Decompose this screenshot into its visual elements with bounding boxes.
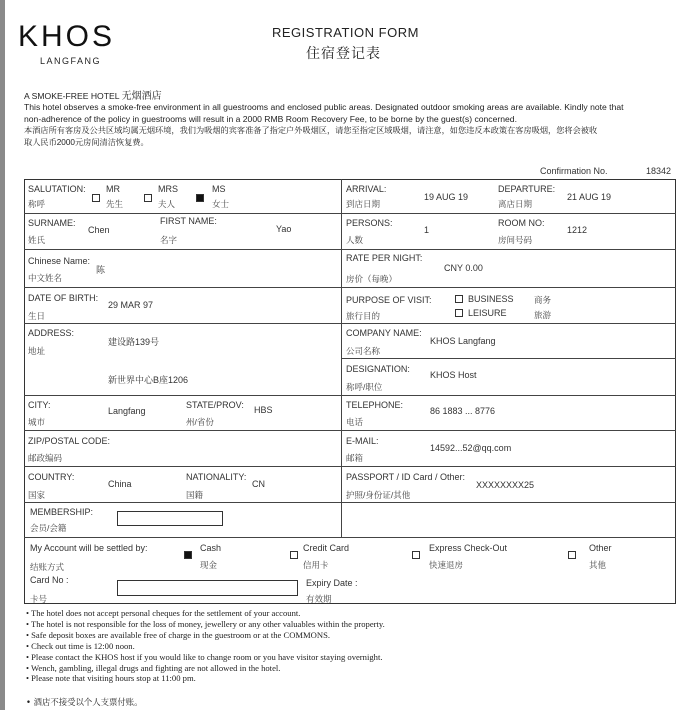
notice-text-2: non-adherence of the policy in guestrooms will result in a 2000 RMB Room Recovery Fee, to be borne by the guest(s) concerned. bbox=[24, 113, 517, 124]
departure-label: DEPARTURE: bbox=[498, 184, 556, 194]
salutation-ms-checkbox[interactable] bbox=[196, 194, 204, 202]
row-divider bbox=[24, 430, 676, 431]
notice-heading-zh: 无烟酒店 bbox=[121, 91, 162, 102]
chinese-name-label-zh: 中文姓名 bbox=[28, 273, 63, 283]
policy-note: • Please contact the KHOS host if you would like to change room or you have visitor staying overnight. bbox=[26, 651, 383, 662]
room-no-value[interactable]: 1212 bbox=[567, 225, 588, 235]
notice-text-1: This hotel observes a smoke-free environment in all guestrooms and enclosed public areas. Designated outdoor smoking areas are available. Kindly note that bbox=[24, 102, 624, 113]
policy-note: • Check out time is 12:00 noon. bbox=[26, 640, 135, 651]
company-label: COMPANY NAME: bbox=[346, 328, 422, 338]
country-value[interactable]: China bbox=[108, 479, 132, 489]
card-no-input[interactable] bbox=[117, 580, 298, 596]
settle-express-checkout-label-zh: 快速退房 bbox=[429, 560, 464, 570]
policy-note: • Wench, gambling, illegal drugs and fighting are not allowed in the hotel. bbox=[26, 662, 281, 673]
company-label-zh: 公司名称 bbox=[346, 346, 381, 356]
confirmation-label: Confirmation No. bbox=[540, 166, 608, 176]
policy-note: • Safe deposit boxes are available free of charge in the guestroom or at the COMMONS. bbox=[26, 629, 331, 640]
settle-other-label-zh: 其他 bbox=[589, 560, 607, 570]
expiry-label-zh: 有效期 bbox=[306, 594, 332, 604]
departure-label-zh: 离店日期 bbox=[498, 199, 533, 209]
designation-label: DESIGNATION: bbox=[346, 364, 410, 374]
notice-heading-en: A SMOKE-FREE HOTEL bbox=[24, 91, 120, 101]
first-name-label: FIRST NAME: bbox=[160, 216, 217, 226]
row-divider bbox=[24, 502, 676, 503]
card-no-label: Card No : bbox=[30, 575, 69, 585]
row-divider bbox=[24, 466, 676, 467]
membership-label-zh: 会员/会籍 bbox=[30, 523, 67, 533]
persons-value[interactable]: 1 bbox=[424, 225, 430, 235]
settle-credit-card-label: Credit Card bbox=[303, 543, 350, 553]
address-line-1[interactable]: 建设路139号 bbox=[108, 337, 160, 347]
column-divider bbox=[341, 179, 342, 537]
passport-label: PASSPORT / ID Card / Other: bbox=[346, 472, 466, 482]
first-name-value[interactable]: Yao bbox=[276, 224, 292, 234]
dob-label-zh: 生日 bbox=[28, 311, 46, 321]
salutation-mrs-label: MRS bbox=[158, 184, 178, 194]
surname-label-zh: 姓氏 bbox=[28, 235, 46, 245]
surname-value[interactable]: Chen bbox=[88, 225, 110, 235]
designation-label-zh: 称呼/职位 bbox=[346, 382, 383, 392]
email-label-zh: 邮箱 bbox=[346, 453, 364, 463]
settle-credit-card-label-zh: 信用卡 bbox=[303, 560, 329, 570]
purpose-business-label-zh: 商务 bbox=[534, 295, 552, 305]
purpose-business-checkbox[interactable] bbox=[455, 295, 463, 303]
telephone-label-zh: 电话 bbox=[346, 417, 364, 427]
row-divider bbox=[341, 358, 676, 359]
settle-credit-card-checkbox[interactable] bbox=[290, 551, 298, 559]
settle-other-checkbox[interactable] bbox=[568, 551, 576, 559]
confirmation-number: 18342 bbox=[646, 166, 672, 176]
persons-label: PERSONS: bbox=[346, 218, 393, 228]
arrival-value[interactable]: 19 AUG 19 bbox=[424, 192, 469, 202]
state-label: STATE/PROV: bbox=[186, 400, 244, 410]
rate-value[interactable]: CNY 0.00 bbox=[444, 263, 483, 273]
address-label: ADDRESS: bbox=[28, 328, 75, 338]
salutation-mr-checkbox[interactable] bbox=[92, 194, 100, 202]
zip-label: ZIP/POSTAL CODE: bbox=[28, 436, 111, 446]
account-settlement-label-zh: 结账方式 bbox=[30, 562, 65, 572]
notice-text-3: 本酒店所有客房及公共区域均属无烟环境，我们为吸烟的宾客准备了指定户外吸烟区，请您至指定区域吸烟，请注意，如您违反本政策在客房吸烟，您将会被收 bbox=[24, 126, 598, 136]
arrival-label: ARRIVAL: bbox=[346, 184, 387, 194]
purpose-business-label: BUSINESS bbox=[468, 294, 514, 304]
zip-label-zh: 邮政编码 bbox=[28, 453, 63, 463]
settle-other-label: Other bbox=[589, 543, 612, 553]
membership-label: MEMBERSHIP: bbox=[30, 507, 94, 517]
policy-note: • The hotel is not responsible for the loss of money, jewellery or any other valuables within the property. bbox=[26, 618, 385, 629]
salutation-mr-label: MR bbox=[106, 184, 120, 194]
first-name-label-zh: 名字 bbox=[160, 235, 178, 245]
telephone-label: TELEPHONE: bbox=[346, 400, 404, 410]
designation-value[interactable]: KHOS Host bbox=[430, 370, 477, 380]
settle-cash-label: Cash bbox=[200, 543, 222, 553]
salutation-ms-label-zh: 女士 bbox=[212, 199, 230, 209]
salutation-label-zh: 称呼 bbox=[28, 199, 46, 209]
settle-cash-checkbox[interactable] bbox=[184, 551, 192, 559]
account-settlement-label: My Account will be settled by: bbox=[30, 543, 148, 553]
salutation-mrs-checkbox[interactable] bbox=[144, 194, 152, 202]
policy-note: • Please note that visiting hours stop at 11:00 pm. bbox=[26, 673, 196, 684]
row-divider bbox=[24, 287, 676, 288]
policy-notes bbox=[26, 608, 676, 684]
persons-label-zh: 人数 bbox=[346, 235, 364, 245]
purpose-leisure-checkbox[interactable] bbox=[455, 309, 463, 317]
room-no-label-zh: 房间号码 bbox=[498, 235, 533, 245]
notice-text-4: 取人民币2000元房间清洁恢复费。 bbox=[24, 137, 149, 147]
hotel-logo-subtitle: LANGFANG bbox=[40, 56, 102, 66]
country-label-zh: 国家 bbox=[28, 490, 46, 500]
city-label-zh: 城市 bbox=[28, 417, 46, 427]
city-label: CITY: bbox=[28, 400, 51, 410]
state-value[interactable]: HBS bbox=[254, 405, 273, 415]
passport-value[interactable]: XXXXXXXX25 bbox=[476, 480, 535, 490]
row-divider bbox=[24, 213, 676, 214]
form-title-en: REGISTRATION FORM bbox=[272, 25, 419, 40]
nationality-value[interactable]: CN bbox=[252, 479, 265, 489]
card-no-label-zh: 卡号 bbox=[30, 594, 48, 604]
salutation-label: SALUTATION: bbox=[28, 184, 86, 194]
dob-value[interactable]: 29 MAR 97 bbox=[108, 300, 154, 310]
purpose-label-zh: 旅行目的 bbox=[346, 311, 381, 321]
address-label-zh: 地址 bbox=[28, 346, 46, 356]
row-divider bbox=[24, 537, 676, 538]
chinese-name-value[interactable]: 陈 bbox=[96, 265, 106, 275]
salutation-mr-label-zh: 先生 bbox=[106, 199, 124, 209]
settle-cash-label-zh: 现金 bbox=[200, 560, 218, 570]
settle-express-checkout-label: Express Check-Out bbox=[429, 543, 508, 553]
nationality-label: NATIONALITY: bbox=[186, 472, 247, 482]
company-value[interactable]: KHOS Langfang bbox=[430, 336, 496, 346]
email-value[interactable]: 14592...52@qq.com bbox=[430, 443, 512, 453]
telephone-value[interactable]: 86 1883 ... 8776 bbox=[430, 406, 496, 416]
chinese-name-label: Chinese Name: bbox=[28, 256, 91, 266]
email-label: E-MAIL: bbox=[346, 436, 379, 446]
salutation-ms-label: MS bbox=[212, 184, 226, 194]
city-value[interactable]: Langfang bbox=[108, 406, 146, 416]
departure-value[interactable]: 21 AUG 19 bbox=[567, 192, 612, 202]
purpose-label: PURPOSE OF VISIT: bbox=[346, 295, 432, 305]
surname-label: SURNAME: bbox=[28, 218, 76, 228]
address-line-2[interactable]: 新世界中心B座1206 bbox=[108, 375, 189, 385]
nationality-label-zh: 国籍 bbox=[186, 490, 204, 500]
expiry-label: Expiry Date : bbox=[306, 578, 358, 588]
left-scrollbar-edge bbox=[0, 0, 5, 710]
rate-label-zh: 房价（每晚） bbox=[346, 274, 398, 284]
smoke-free-notice bbox=[24, 91, 674, 148]
membership-input[interactable] bbox=[117, 511, 223, 526]
dob-label: DATE OF BIRTH: bbox=[28, 293, 99, 303]
rate-label: RATE PER NIGHT: bbox=[346, 253, 423, 263]
passport-label-zh: 护照/身份证/其他 bbox=[346, 490, 411, 500]
policy-note: • The hotel does not accept personal cheques for the settlement of your account. bbox=[26, 608, 301, 618]
row-divider bbox=[24, 249, 676, 250]
state-label-zh: 州/省份 bbox=[186, 417, 214, 427]
salutation-mrs-label-zh: 夫人 bbox=[158, 199, 176, 209]
room-no-label: ROOM NO: bbox=[498, 218, 545, 228]
policy-note-zh: • 酒店不接受以个人支票付账。 bbox=[26, 697, 143, 707]
settle-express-checkout-checkbox[interactable] bbox=[412, 551, 420, 559]
country-label: COUNTRY: bbox=[28, 472, 75, 482]
form-title-zh: 住宿登记表 bbox=[306, 45, 381, 61]
row-divider bbox=[24, 323, 676, 324]
arrival-label-zh: 到店日期 bbox=[346, 199, 381, 209]
purpose-leisure-label: LEISURE bbox=[468, 308, 507, 318]
purpose-leisure-label-zh: 旅游 bbox=[534, 310, 552, 320]
row-divider bbox=[24, 395, 676, 396]
hotel-logo: KHOS bbox=[18, 20, 116, 53]
